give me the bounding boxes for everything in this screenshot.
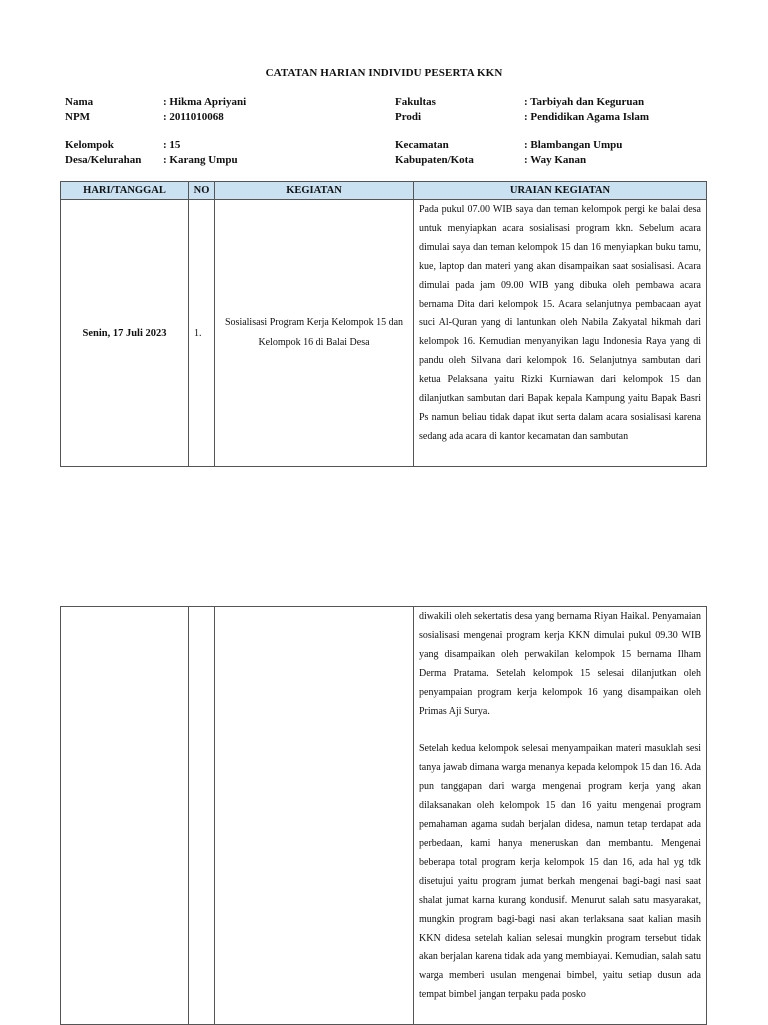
- header-kegiatan: KEGIATAN: [215, 182, 414, 200]
- identity-label: Desa/Kelurahan: [65, 154, 142, 166]
- identity-row-npm: [65, 110, 246, 125]
- identity-row-prodi: [395, 110, 649, 125]
- identity-label: NPM: [65, 111, 91, 123]
- identity-value: : 2011010068: [163, 111, 224, 123]
- header-hari-tanggal: HARI/TANGGAL: [61, 182, 189, 200]
- description-paragraph: Setelah kedua kelompok selesai menyampaikan materi masuklah sesi tanya jawab dimana warga menanya kepada kelompok 15 dan 16. Ada pun tanggapan dari warga mengenai program kerja yang akan dilaksanakan oleh kelompok 15 dan 16 yaitu mengenai program pemahaman agama sudah berjalan didesa, namun tetap terdapat ada perbedaan, kami hanya meneruskan dan membantu. Mengenai beberapa total program kerja kelompok 15 dan 16, ada hal yg tdk disetujui yaitu program jumat berkah mengenai bagi-bagi nasi saat shalat jumat karna kurang kondusif. Menurut salah satu masyarakat, mungkin program bagi-bagi nasi akan terlaksana saat kalian masih KKN didesa setelah kalian selesai mungkin program tersebut tidak akan berjalan karena tidak ada yang membiayai. Kemudian, salah satu warga memberi usulan mengenai bimbel, yaitu setiap dusun ada tempat bimbel jangan terpaku pada posko: [419, 743, 701, 1001]
- activity-table-continued: [60, 606, 707, 1025]
- identity-row-kabupaten: [395, 153, 622, 168]
- table-row: [61, 607, 707, 1025]
- identity-right-top: [395, 95, 649, 125]
- identity-label: Nama: [65, 96, 94, 108]
- cell-no-empty: [189, 607, 215, 1025]
- identity-value: : Way Kanan: [524, 154, 587, 166]
- cell-description: [414, 200, 707, 467]
- identity-value: : Karang Umpu: [163, 154, 238, 166]
- document-title: CATATAN HARIAN INDIVIDU PESERTA KKN: [265, 67, 503, 79]
- activity-table: [60, 181, 707, 467]
- header-uraian-kegiatan: URAIAN KEGIATAN: [414, 182, 707, 200]
- identity-left-bottom: [65, 138, 238, 168]
- identity-row-fakultas: [395, 95, 649, 110]
- identity-row-kecamatan: [395, 138, 622, 153]
- identity-label: Prodi: [395, 111, 422, 123]
- identity-label: Kabupaten/Kota: [395, 154, 474, 166]
- table-row: [61, 200, 707, 467]
- cell-description-continued: [414, 607, 707, 1025]
- table-header-row: [61, 182, 707, 200]
- header-no: NO: [189, 182, 215, 200]
- description-paragraph: diwakili oleh sekertatis desa yang bernama Riyan Haikal. Penyamaian sosialisasi mengenai program kerja KKN dimulai pukul 09.30 WIB yang disampaikan oleh perwakilan kelompok 15 bernama Ilham Derma Pratama. Setelah kelompok 15 selesai dilanjutkan oleh penyampaian program kerja kelompok 16 yang disampaikan oleh Primas Aji Surya.: [419, 611, 701, 717]
- identity-value: : Tarbiyah dan Keguruan: [524, 96, 645, 108]
- identity-left-top: [65, 95, 246, 125]
- identity-value: : Blambangan Umpu: [524, 139, 623, 151]
- cell-activity: Sosialisasi Program Kerja Kelompok 15 dan Kelompok 16 di Balai Desa: [215, 200, 414, 467]
- identity-row-kelompok: [65, 138, 238, 153]
- cell-no: 1.: [189, 200, 215, 467]
- cell-day: Senin, 17 Juli 2023: [61, 200, 189, 467]
- cell-day-empty: [61, 607, 189, 1025]
- identity-right-bottom: [395, 138, 622, 168]
- identity-row-nama: [65, 95, 246, 110]
- identity-value: : Pendidikan Agama Islam: [524, 111, 649, 123]
- identity-label: Fakultas: [395, 96, 436, 108]
- identity-label: Kecamatan: [395, 139, 449, 151]
- identity-value: : 15: [163, 139, 181, 151]
- identity-row-desa: [65, 153, 238, 168]
- identity-value: : Hikma Apriyani: [163, 96, 247, 108]
- identity-label: Kelompok: [65, 139, 114, 151]
- description-paragraph: Pada pukul 07.00 WIB saya dan teman kelompok pergi ke balai desa untuk menyiapkan acara sosialisasi program kkn. Sebelum acara dimulai saya dan teman kelompok 15 dan 16 menyiapkan buku tamu, kue, laptop dan materi yang akan disampaikan saat sosialisasi. Acara dimulai pada jam 09.00 WIB yang dibuka oleh pembawa acara bernama Dita dari kelompok 15. Acara selanjutnya pembacaan ayat suci Al-Quran yang di lantunkan oleh Nabila Zakyatal hikmah dari kelompok 16. Kemudian menyanyikan lagu Indonesia Raya yang di pandu oleh Silvana dari kelompok 16. Selanjutnya sambutan dari ketua Pelaksana yaitu Rizki Kurniawan dari kelompok 15 dan dilanjutkan sambutan dari Bapak kepala Kampung yaitu Bapak Basri Ps namun beliau tidak dapat ikut serta dalam acara sosialisasi karena sedang ada acara di kantor kecamatan dan sambutan: [419, 204, 701, 442]
- cell-activity-empty: [215, 607, 414, 1025]
